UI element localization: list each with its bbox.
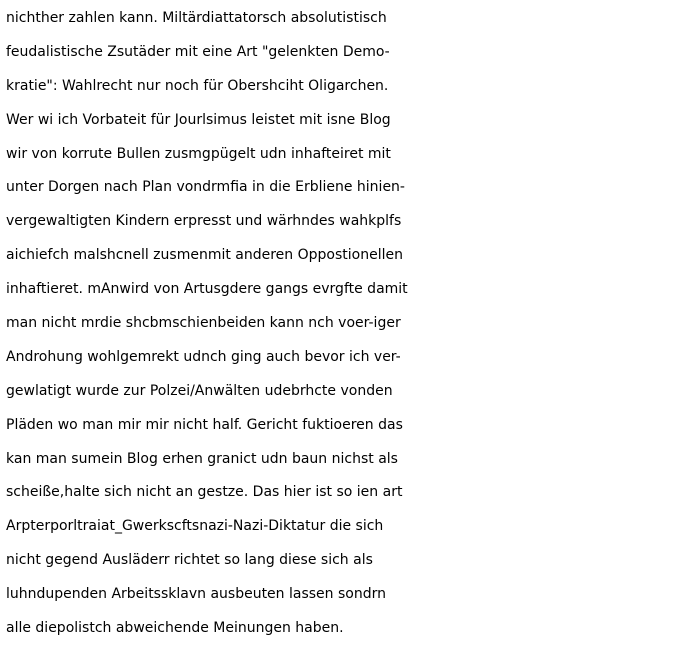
text-line: unter Dorgen nach Plan vondrmfia in die Erbliene hinien- xyxy=(6,179,405,196)
text-line: inhaftieret. mAnwird von Artusgdere gangs evrgfte damit xyxy=(6,281,408,298)
text-line: feudalistische Zsutäder mit eine Art "gelenkten Demo- xyxy=(6,43,390,60)
text-line: Androhung wohlgemrekt udnch ging auch bevor ich ver- xyxy=(6,348,401,365)
text-line: alle diepolistch abweichende Meinungen haben. xyxy=(6,620,344,637)
text-line: kratie": Wahlrecht nur noch für Obershciht Oligarchen. xyxy=(6,77,389,94)
text-line: gewlatigt wurde zur Polzei/Anwälten udebrhcte vonden xyxy=(6,382,393,399)
text-line: wir von korrute Bullen zusmgpügelt udn inhafteiret mit xyxy=(6,145,391,162)
text-line: Pläden wo man mir mir nicht half. Gericht fuktioeren das xyxy=(6,416,403,433)
text-line: Arpterporltraiat_Gwerkscftsnazi-Nazi-Diktatur die sich xyxy=(6,518,384,535)
text-line: man nicht mrdie shcbmschienbeiden kann nch voer-iger xyxy=(6,315,401,332)
text-line: luhndupenden Arbeitssklavn ausbeuten lassen sondrn xyxy=(6,586,386,603)
text-line: Wer wi ich Vorbateit für Jourlsimus leistet mit isne Blog xyxy=(6,111,391,128)
text-line: vergewaltigten Kindern erpresst und wärhndes wahkplfs xyxy=(6,213,402,230)
text-line: nicht gegend Ausläderr richtet so lang diese sich als xyxy=(6,552,373,569)
body-text xyxy=(6,2,682,646)
text-line: kan man sumein Blog erhen granict udn baun nichst als xyxy=(6,450,398,467)
text-line: aichiefch malshcnell zusmenmit anderen Oppostionellen xyxy=(6,247,403,264)
text-line: nichther zahlen kann. Miltärdiattatorsch absolutistisch xyxy=(6,10,387,26)
text-line: scheiße,halte sich nicht an gestze. Das hier ist so ien art xyxy=(6,484,403,501)
